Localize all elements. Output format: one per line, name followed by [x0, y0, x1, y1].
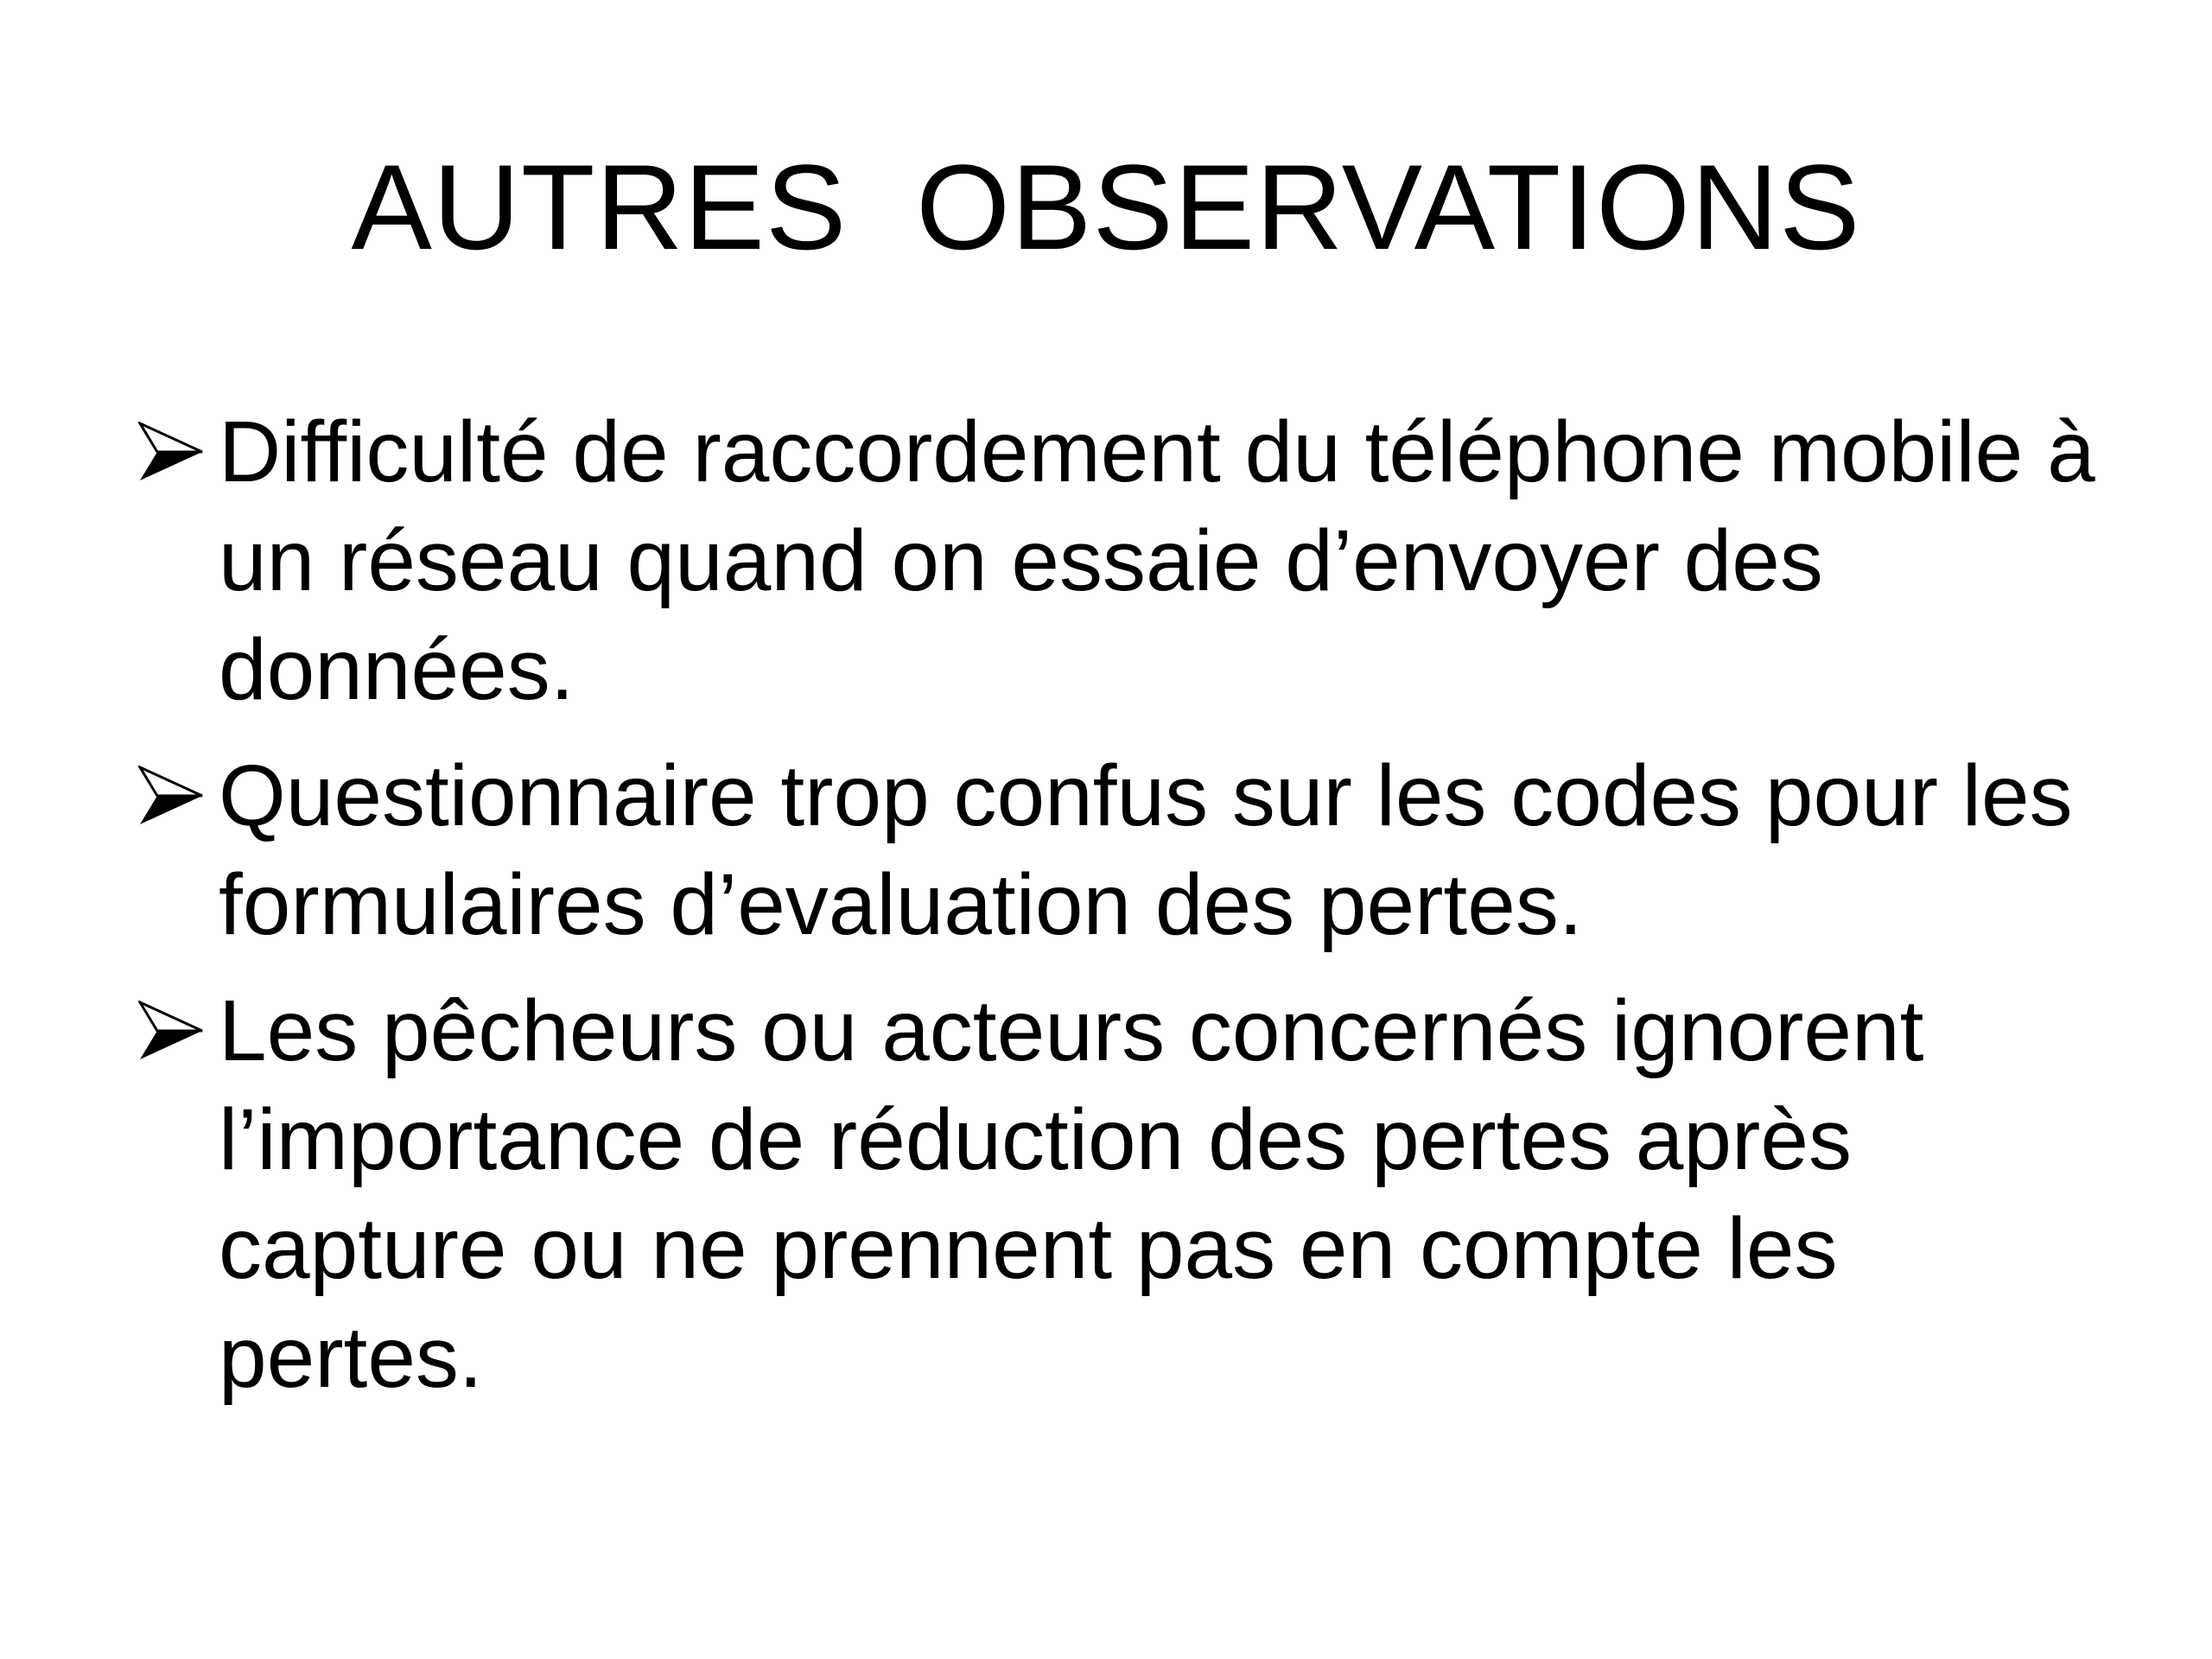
bullet-text: Difficulté de raccordement du téléphone mobile à un réseau quand on essaie d’envoyer des données. [219, 404, 2095, 718]
slide-title: AUTRES OBSERVATIONS [351, 139, 1861, 275]
arrowhead-bullet-icon [138, 422, 204, 482]
list-item [138, 741, 2108, 959]
bullet-text: Questionnaire trop confus sur les codes pour les formulaires d’evaluation des pertes. [219, 747, 2073, 953]
bullet-text: Les pêcheurs ou acteurs concernés ignorent l’importance de réduction des pertes après capture ou ne prennent pas en compte les pertes. [219, 982, 1924, 1406]
list-item [138, 397, 2108, 724]
list-item [138, 976, 2108, 1412]
bullet-list [138, 397, 2108, 1429]
arrowhead-bullet-icon [138, 766, 204, 826]
arrowhead-bullet-icon [138, 1001, 204, 1061]
